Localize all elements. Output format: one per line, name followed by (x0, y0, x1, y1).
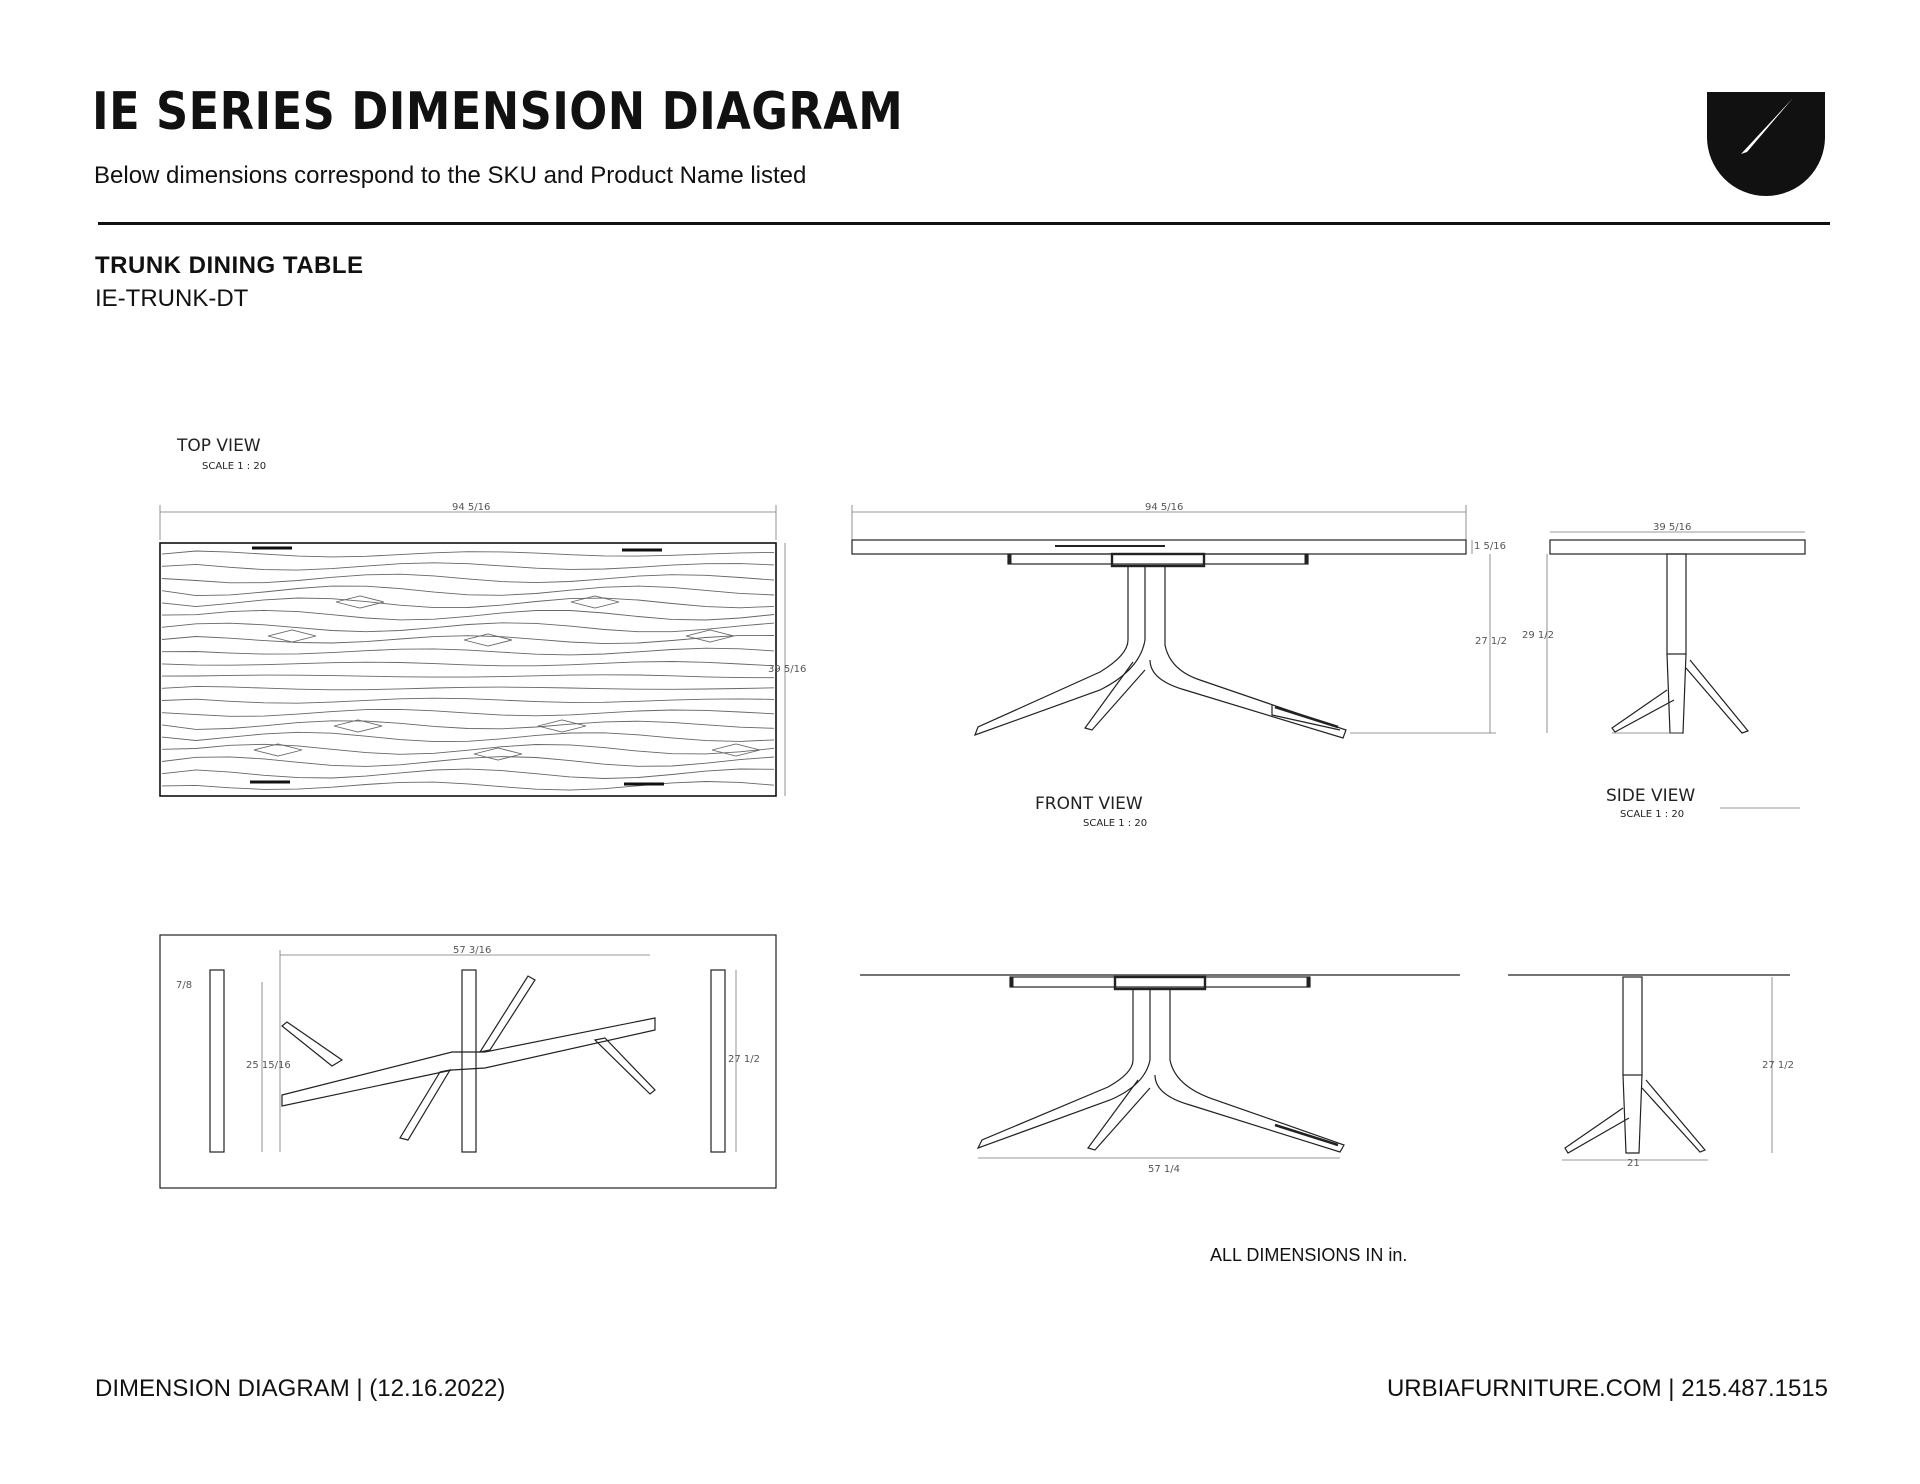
front-base-drawing (860, 975, 1460, 1158)
top-view-scale: SCALE 1 : 20 (202, 461, 267, 472)
wood-knot (474, 748, 522, 760)
wood-grain-line (162, 709, 774, 716)
dim-base-height-side: 27 1/2 (1762, 1060, 1794, 1071)
wood-grain-line (162, 698, 774, 703)
wood-grain-line (162, 574, 774, 583)
dim-height-side: 29 1/2 (1522, 630, 1554, 641)
wood-grain-line (162, 721, 774, 730)
wood-grain-line (162, 686, 774, 689)
wood-grain-line (162, 623, 774, 632)
wood-grain-line (162, 551, 774, 557)
units-note: ALL DIMENSIONS IN in. (1210, 1245, 1408, 1265)
top-view-drawing (160, 505, 785, 796)
dim-length-top: 94 5/16 (452, 502, 491, 513)
front-view-drawing (852, 505, 1496, 738)
dim-base-height-plan: 27 1/2 (728, 1054, 760, 1065)
wood-knot (336, 596, 384, 608)
wood-grain-line (162, 675, 774, 678)
footer-contact-info: URBIAFURNITURE.COM | 215.487.1515 (1386, 1375, 1828, 1402)
side-base-drawing (1508, 975, 1790, 1160)
wood-grain-line (162, 610, 774, 620)
wood-grain-line (162, 662, 774, 666)
dim-base-side-width: 21 (1627, 1158, 1640, 1169)
wood-knot (712, 744, 760, 756)
dim-length-front: 94 5/16 (1145, 502, 1184, 513)
side-view-drawing (1547, 532, 1805, 808)
dim-base-span: 57 3/16 (453, 945, 492, 956)
wood-grain-line (162, 648, 774, 655)
dim-width-top: 39 5/16 (768, 664, 807, 675)
wood-grain-line (162, 769, 774, 779)
wood-grain-line (162, 598, 774, 608)
top-view-label: TOP VIEW (177, 436, 261, 456)
wood-grain-line (162, 563, 774, 570)
page-subtitle: Below dimensions correspond to the SKU and Product Name listed (94, 162, 807, 189)
wood-grain-line (162, 757, 774, 767)
dim-top-thickness: 1 5/16 (1474, 541, 1506, 552)
side-view-label: SIDE VIEW (1606, 786, 1696, 806)
dim-height-front: 27 1/2 (1475, 636, 1507, 647)
product-name: TRUNK DINING TABLE (95, 252, 364, 279)
wood-knot (268, 630, 316, 642)
dim-width-side: 39 5/16 (1653, 522, 1692, 533)
side-view-scale: SCALE 1 : 20 (1620, 809, 1685, 820)
dim-base-length: 57 1/4 (1148, 1164, 1180, 1175)
wood-grain-line (162, 586, 774, 596)
footer-document-info: DIMENSION DIAGRAM | (12.16.2022) (95, 1375, 506, 1402)
wood-grain-line (162, 732, 774, 741)
wood-grain-line (162, 744, 774, 754)
product-sku: IE-TRUNK-DT (95, 285, 249, 312)
wood-grain-line (162, 635, 774, 643)
page-title: IE SERIES DIMENSION DIAGRAM (92, 82, 904, 142)
dim-base-depth: 25 15/16 (246, 1060, 291, 1071)
dim-rail-offset: 7/8 (176, 980, 193, 991)
front-view-label: FRONT VIEW (1035, 794, 1143, 814)
front-view-scale: SCALE 1 : 20 (1083, 818, 1148, 829)
